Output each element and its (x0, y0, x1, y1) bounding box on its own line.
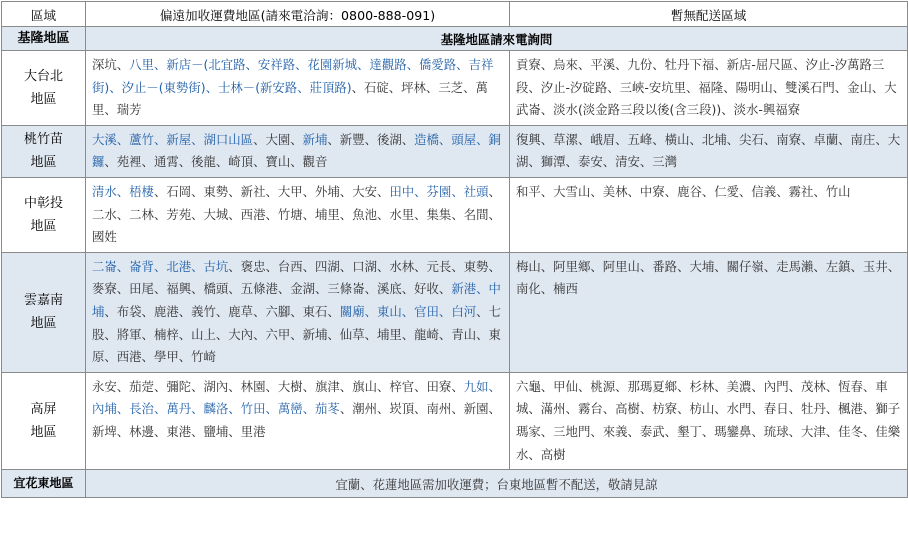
remote-area-text: 永安、茄萣、彌陀、湖內、林園、大樹、旗津、旗山、梓官、田寮、 (92, 378, 464, 394)
no-delivery-cell: 梅山、阿里鄉、阿里山、番路、大埔、關仔嶺、走馬瀨、左鎮、玉井、南化、楠西 (510, 252, 908, 372)
remote-area-highlight: 二崙、崙背、北港、古坑 (92, 258, 229, 274)
remote-area-text: 深坑、 (92, 57, 130, 72)
region-name (2, 51, 86, 126)
remote-area-text: 、石碇、坪林、三芝、萬里、瑞芳 (92, 79, 488, 118)
region-name (2, 252, 86, 372)
remote-area-highlight: 關廟、東山、官田、白河 (339, 303, 477, 319)
header-region: 區域 (2, 2, 86, 27)
remote-area-highlight: 九如、內埔、長治、萬丹、麟洛、竹田、萬巒、茄苳 (92, 378, 501, 417)
remote-area-text: 、褒忠、台西、四湖、口湖、水林、元長、東勢、麥寮、田尾、福興、橋頭、五條港、金湖、三條崙、溪底、好收、 (92, 258, 501, 297)
region-east: 宜花東地區 (2, 470, 86, 498)
shipping-area-table (1, 1, 908, 498)
region-row (2, 177, 908, 252)
remote-area-highlight: 造橋、頭屋、銅鑼 (92, 131, 501, 170)
remote-areas-cell (86, 252, 510, 372)
region-name-line2: 地區 (30, 155, 57, 171)
remote-area-highlight: 清水、梧棲 (92, 183, 154, 199)
header-remote-areas: 偏遠加收運費地區(請來電洽詢：0800-888-091) (86, 2, 510, 27)
remote-area-text: 、七股、將軍、楠梓、山上、大內、六甲、新埔、仙草、埔里、龍崎、青山、東原、西港、學甲、竹崎 (92, 303, 501, 365)
region-row (2, 125, 908, 177)
remote-area-text: 、布袋、鹿港、義竹、鹿草、六腳、東石、 (104, 303, 340, 319)
remote-area-highlight: 新港、中埔 (92, 281, 501, 319)
remote-areas-cell (86, 51, 510, 126)
region-name-line1: 雲嘉南 (23, 293, 63, 309)
region-name-line2: 地區 (30, 218, 57, 234)
region-row (2, 51, 908, 126)
region-name (2, 177, 86, 252)
region-name (2, 372, 86, 469)
remote-area-highlight: 大溪、蘆竹、新屋、湖口山區 (92, 131, 254, 147)
east-row (2, 470, 908, 498)
header-no-delivery: 暫無配送區域 (510, 2, 908, 27)
remote-area-text: 、潮州、崁頂、南州、新園、新埤、林邊、東港、鹽埔、里港 (92, 401, 501, 439)
region-name-line2: 地區 (30, 424, 57, 440)
remote-area-highlight: 新埔 (302, 131, 328, 147)
no-delivery-cell: 復興、草漯、峨眉、五峰、橫山、北埔、尖石、南寮、卓蘭、南庄、大湖、獅潭、泰安、清安、三灣 (510, 125, 908, 177)
region-name-line1: 桃竹苗 (23, 132, 63, 148)
no-delivery-cell: 和平、大雪山、美林、中寮、鹿谷、仁愛、信義、霧社、竹山 (510, 177, 908, 252)
region-row (2, 372, 908, 469)
remote-area-text: 、二水、二林、芳苑、大城、西港、竹塘、埔里、魚池、水里、集集、名間、國姓 (92, 183, 501, 245)
region-row (2, 252, 908, 372)
keelung-note: 基隆地區請來電詢問 (86, 27, 908, 51)
region-name-line1: 高屏 (30, 401, 57, 417)
table-header-row (2, 2, 908, 27)
remote-area-text: 、新豐、後湖、 (327, 131, 415, 147)
remote-areas-cell (86, 177, 510, 252)
region-keelung: 基隆地區 (2, 27, 86, 51)
region-name-line1: 中彰投 (23, 195, 63, 211)
remote-areas-cell (86, 372, 510, 469)
east-note: 宜蘭、花蓮地區需加收運費；台東地區暫不配送，敬請見諒 (86, 470, 908, 498)
remote-area-highlight: 八里、新店－(北宜路、安祥路、花園新城、達觀路、僑愛路、吉祥街)、汐止－(東勢街)、士林－(新安路、莊頂路) (92, 57, 494, 95)
remote-area-highlight: 田中、芬園、社頭 (389, 183, 489, 199)
region-name-line2: 地區 (30, 316, 57, 332)
no-delivery-cell: 六龜、甲仙、桃源、那瑪夏鄉、杉林、美濃、內門、茂林、恆春、車城、滿州、霧台、高樹、枋寮、枋山、水門、春日、牡丹、楓港、獅子瑪家、三地門、來義、泰武、墾丁、瑪鑾鼻、琉球、大津、佳冬、佳樂水、高樹 (510, 372, 908, 469)
region-name-line2: 地區 (30, 91, 57, 107)
remote-area-text: 、苑裡、通霄、後龍、崎頂、寶山、觀音 (104, 154, 328, 170)
remote-area-text: 、大園、 (253, 131, 303, 147)
region-name-line1: 大台北 (23, 68, 63, 84)
keelung-row (2, 27, 908, 51)
no-delivery-cell: 貢寮、烏來、平溪、九份、牡丹下福、新店-屈尺區、汐止-汐萬路三段、汐止-汐碇路、三峽-安坑里、福隆、陽明山、雙溪石門、金山、大武崙、淡水(淡金路三段以後(含三段))、淡水-興福寮 (510, 51, 908, 126)
remote-areas-cell (86, 125, 510, 177)
remote-area-text: 、石岡、東勢、新社、大甲、外埔、大安、 (153, 183, 390, 199)
region-name (2, 125, 86, 177)
